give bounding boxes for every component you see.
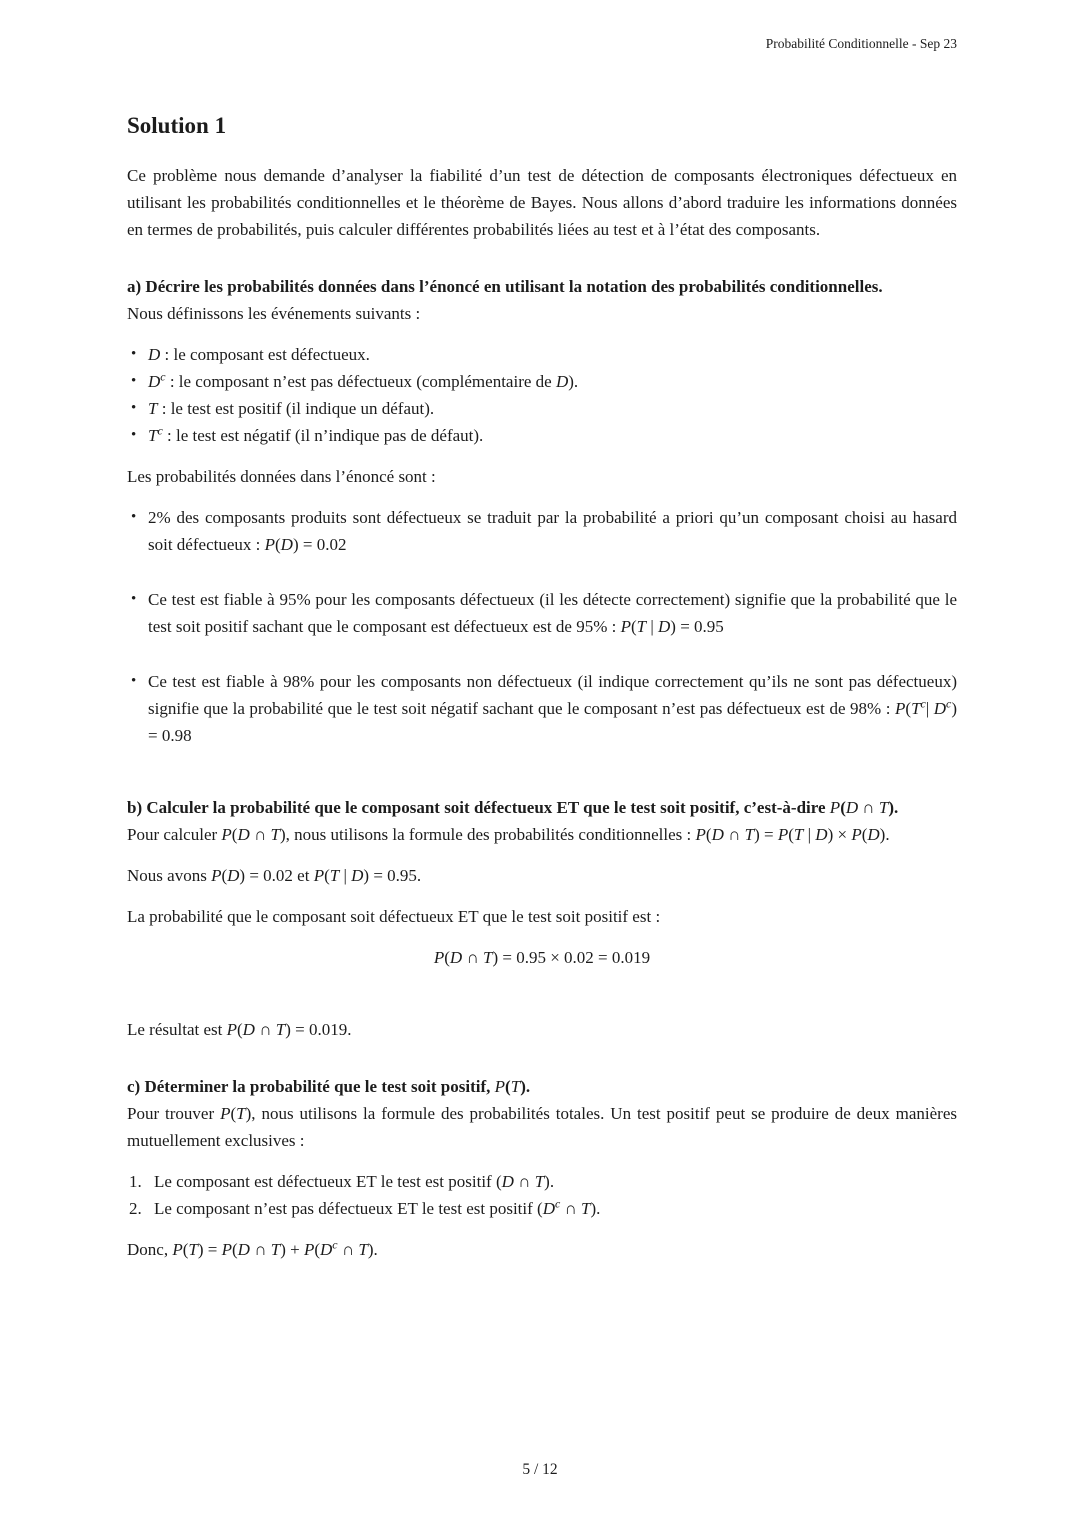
text-run: ( — [314, 1239, 321, 1259]
math-run: T — [482, 947, 493, 967]
text-run: ∩ — [513, 1171, 535, 1191]
text-run: ( — [324, 865, 330, 885]
text-run: , nous utilisons la formule des probabilités conditionnelles : — [285, 824, 696, 844]
list-item — [127, 341, 957, 368]
page-number: 5 / 12 — [522, 1461, 558, 1478]
document-title — [127, 112, 957, 140]
text-run: ∩ — [337, 1239, 359, 1259]
text-run: ) = 0.98 — [148, 698, 957, 745]
text-run: ) = 0.02 — [292, 534, 347, 554]
text-run: . — [525, 1076, 531, 1096]
math-run: c — [157, 422, 163, 437]
text-run: ) = — [197, 1239, 222, 1259]
section-heading — [127, 1073, 957, 1100]
math-run: P — [172, 1239, 183, 1259]
math-run: P — [221, 824, 232, 844]
math-run: D — [148, 371, 161, 391]
text-run: | — [803, 824, 816, 844]
text-run: : le test est négatif (il n’indique pas de défaut). — [162, 425, 484, 445]
text-run: ) = 0.019 — [285, 1019, 348, 1039]
paragraph — [127, 1016, 957, 1043]
text-run: c) Déterminer la probabilité que le test soit positif, — [127, 1076, 495, 1096]
text-run: ∩ — [560, 1198, 582, 1218]
math-run: T — [188, 1239, 198, 1259]
list-item — [127, 368, 957, 395]
math-run: T — [581, 1198, 591, 1218]
math-run: T — [534, 1171, 545, 1191]
math-run: P — [221, 1239, 232, 1259]
math-run: P — [695, 824, 706, 844]
math-run: D — [320, 1239, 333, 1259]
math-run: T — [911, 698, 921, 718]
paragraph — [127, 1236, 957, 1263]
list-item — [127, 504, 957, 558]
text-run: . — [347, 1019, 352, 1039]
math-run: T — [878, 797, 889, 817]
text-run: Nous définissons les événements suivants : — [127, 303, 421, 323]
math-run: D — [867, 824, 880, 844]
text-run: Ce test est fiable à 98% pour les composants non défectueux (il indique correctement qu’ils ne sont pas défectueux) signifie que la probabilité que le test soit négatif sachant que le composant n’est pas défectueux est de 98% : — [148, 671, 957, 718]
text-run: ) — [888, 797, 894, 817]
text-run: Pour calculer — [127, 824, 222, 844]
text-run: . — [885, 824, 890, 844]
display-equation — [127, 944, 957, 971]
math-run: D — [711, 824, 724, 844]
text-run: | — [339, 865, 352, 885]
text-run: ( — [275, 534, 281, 554]
text-run: . — [416, 865, 422, 885]
text-run: ) = — [754, 824, 778, 844]
list-item — [127, 395, 957, 422]
math-run: D — [658, 616, 671, 636]
math-run: D — [555, 371, 569, 391]
text-run: Nous avons — [127, 865, 212, 885]
math-run: c — [946, 695, 952, 710]
math-run: D — [542, 1198, 555, 1218]
text-run: : le test est positif (il indique un défaut). — [157, 398, 435, 418]
math-run: T — [148, 398, 158, 418]
text-run: ) — [879, 824, 886, 844]
text-run: ∩ — [249, 1239, 271, 1259]
text-run: ( — [231, 824, 238, 844]
math-run: P — [313, 865, 325, 885]
text-run: 2% des composants produits sont défectueux se traduit par la probabilité a priori qu’un composant choisi au hasard soit défectueux : — [148, 507, 957, 554]
math-run: P — [620, 616, 631, 636]
math-run: D — [237, 824, 250, 844]
list-item — [127, 1195, 957, 1222]
text-run: ) × — [827, 824, 852, 844]
text-run: ) — [245, 1103, 252, 1123]
text-run: Donc, — [127, 1239, 173, 1259]
math-run: D — [845, 797, 859, 817]
list-item — [127, 422, 957, 449]
text-run: ). — [544, 1171, 555, 1191]
text-run: Solution 1 — [127, 113, 227, 138]
paragraph — [127, 821, 957, 848]
math-run: T — [270, 824, 280, 844]
math-run: P — [777, 824, 789, 844]
math-run: T — [270, 1239, 281, 1259]
math-run: D — [815, 824, 828, 844]
list-item — [127, 1168, 957, 1195]
text-run: ( — [788, 824, 794, 844]
text-run: ). — [590, 1198, 601, 1218]
text-run: Le composant est défectueux ET le test est positif ( — [154, 1171, 502, 1191]
text-run: ∩ — [462, 947, 483, 967]
bullet-list — [127, 341, 957, 449]
math-run: P — [494, 1076, 506, 1096]
text-run: . — [373, 1239, 378, 1259]
math-run: P — [226, 1019, 237, 1039]
paragraph — [127, 463, 957, 490]
text-run: | — [646, 616, 659, 636]
text-run: ) — [280, 824, 286, 844]
paragraph — [127, 300, 957, 327]
math-run: P — [220, 1103, 231, 1123]
text-run: , nous utilisons la formule des probabilités totales. Un test positif peut se produire de deux manières mutuellement exclusives : — [127, 1103, 957, 1150]
math-run: P — [264, 534, 275, 554]
math-run: T — [510, 1076, 521, 1096]
page-header: Probabilité Conditionnelle - Sep 23 — [765, 36, 957, 51]
text-run: ∩ — [254, 1019, 276, 1039]
math-run: c — [920, 695, 926, 710]
math-run: c — [554, 1195, 561, 1210]
math-run: P — [895, 698, 906, 718]
text-run: ∩ — [858, 797, 879, 817]
text-run: ∩ — [723, 824, 745, 844]
text-run: Ce problème nous demande d’analyser la fiabilité d’un test de détection de composants électroniques défectueux en utilisant les probabilités conditionnelles et le théorème de Bayes. Nous allons d’abord traduire les informations données en termes de probabilités, puis calculer différentes probabilités liées au test et à l’état des composants. — [127, 165, 957, 239]
section-heading — [127, 273, 957, 300]
text-run: a) Décrire les probabilités données dans l’énoncé en utilisant la notation des probabilités conditionnelles. — [127, 276, 883, 296]
math-run: D — [280, 534, 293, 554]
paragraph — [127, 1100, 957, 1154]
text-run: ( — [905, 698, 912, 718]
text-run: ) = 0.02 — [239, 865, 293, 885]
math-run: T — [744, 824, 755, 844]
math-run: T — [236, 1103, 246, 1123]
math-run: D — [237, 1239, 250, 1259]
math-run: D — [449, 947, 463, 967]
math-run: P — [829, 797, 841, 817]
math-run: T — [275, 1019, 286, 1039]
math-run: P — [851, 824, 862, 844]
text-run: ( — [861, 824, 868, 844]
text-run: ) — [367, 1239, 374, 1259]
text-run: Les probabilités données dans l’énoncé sont : — [127, 466, 436, 486]
text-run: ( — [237, 1019, 243, 1039]
list-item — [127, 668, 957, 749]
text-run: ( — [630, 616, 637, 636]
paragraph — [127, 862, 957, 889]
text-run: Pour trouver — [127, 1103, 221, 1123]
math-run: D — [933, 698, 947, 718]
document-content — [127, 112, 957, 1277]
text-run: ( — [232, 1239, 238, 1259]
text-run: ) = 0.95 — [670, 616, 724, 636]
math-run: P — [211, 865, 222, 885]
text-run: ( — [840, 797, 846, 817]
text-run: La probabilité que le composant soit défectueux ET que le test soit positif est : — [127, 906, 661, 926]
paragraph — [127, 162, 957, 243]
text-run: : le composant est défectueux. — [160, 344, 370, 364]
math-run: T — [329, 865, 340, 885]
math-run: D — [501, 1171, 514, 1191]
text-run: ( — [221, 865, 228, 885]
text-run: ) = 0.95 × 0.02 = 0.019 — [492, 947, 651, 967]
text-run: ) = 0.95 — [363, 865, 417, 885]
math-run: P — [433, 947, 445, 967]
bullet-list — [127, 504, 957, 749]
list-item — [127, 586, 957, 640]
text-run: Le composant n’est pas défectueux ET le test est positif ( — [154, 1198, 543, 1218]
text-run: . — [894, 797, 899, 817]
text-run: ( — [705, 824, 712, 844]
text-run: ∩ — [249, 824, 271, 844]
paragraph — [127, 903, 957, 930]
text-run: Le résultat est — [127, 1019, 227, 1039]
math-run: c — [332, 1236, 338, 1251]
math-run: T — [793, 824, 804, 844]
text-run: ) — [520, 1076, 526, 1096]
text-run: ( — [505, 1076, 511, 1096]
text-run: et — [292, 865, 314, 885]
math-run: T — [358, 1239, 368, 1259]
math-run: D — [351, 865, 364, 885]
text-run: | — [925, 698, 934, 718]
text-run: ( — [444, 947, 450, 967]
numbered-list — [127, 1168, 957, 1222]
math-run: D — [227, 865, 240, 885]
math-run: T — [636, 616, 647, 636]
math-run: T — [148, 425, 158, 445]
text-run: Ce test est fiable à 95% pour les composants défectueux (il les détecte correctement) signifie que la probabilité que le test soit positif sachant que le composant est défectueux est de 95% : — [148, 589, 957, 636]
math-run: P — [303, 1239, 315, 1259]
math-run: D — [148, 344, 161, 364]
section-heading — [127, 794, 957, 821]
text-run: ( — [182, 1239, 189, 1259]
text-run: : le composant n’est pas défectueux (complémentaire de — [165, 371, 556, 391]
math-run: c — [160, 368, 166, 383]
math-run: D — [242, 1019, 255, 1039]
text-run: b) Calculer la probabilité que le composant soit défectueux ET que le test soit positif, c’est-à-dire — [127, 797, 830, 817]
text-run: ) + — [280, 1239, 304, 1259]
text-run: ). — [568, 371, 579, 391]
text-run: ( — [230, 1103, 237, 1123]
